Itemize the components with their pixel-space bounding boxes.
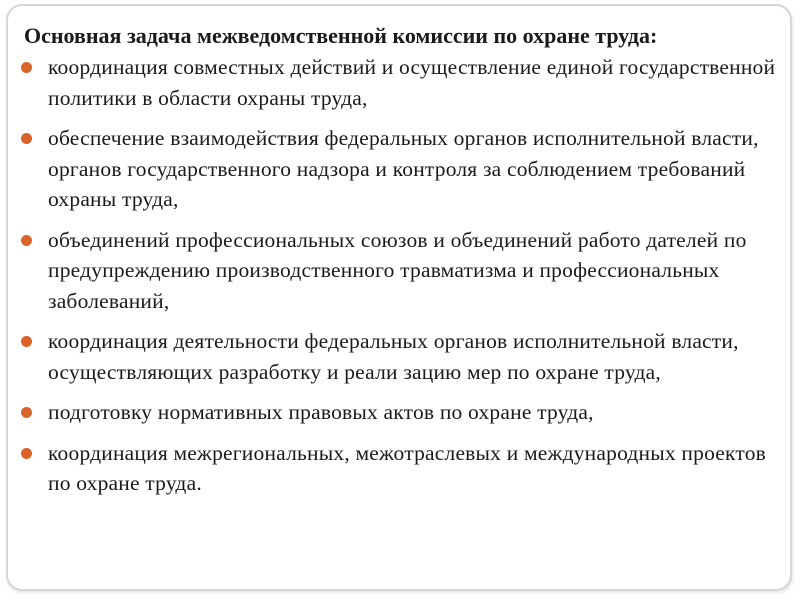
bullet-text: обеспечение взаимодействия федеральных органов исполнительной власти, органов государственного надзора и контроля за соблюдением требований охраны труда, <box>48 126 759 211</box>
bullet-text: объединений профессиональных союзов и объединений работо дателей по предупреждению производственного травматизма и профессиональных заболеваний, <box>48 227 747 313</box>
bullet-list <box>21 52 781 499</box>
slide-frame <box>6 4 792 591</box>
bullet-item <box>21 225 781 317</box>
bullet-dot-icon <box>21 336 32 347</box>
bullet-text: координация совместных действий и осуществление единой государственной политики в области охраны труда, <box>48 55 776 110</box>
slide-content <box>21 21 781 509</box>
bullet-dot-icon <box>21 407 32 418</box>
bullet-dot-icon <box>21 235 32 246</box>
bullet-dot-icon <box>21 133 32 144</box>
bullet-text: координация межрегиональных, межотраслевых и международных проектов по охране труда. <box>48 440 767 495</box>
bullet-item <box>21 438 781 499</box>
bullet-item <box>21 397 781 428</box>
bullet-dot-icon <box>21 448 32 459</box>
bullet-item <box>21 52 781 113</box>
bullet-dot-icon <box>21 62 32 73</box>
bullet-text: координация деятельности федеральных органов исполнительной власти, осуществляющих разработку и реали зацию мер по охране труда, <box>48 329 739 384</box>
slide-title: Основная задача межведомственной комиссии по охране труда: <box>24 23 658 48</box>
bullet-text: подготовку нормативных правовых актов по охране труда, <box>48 400 594 424</box>
bullet-item <box>21 326 781 387</box>
bullet-item <box>21 123 781 215</box>
